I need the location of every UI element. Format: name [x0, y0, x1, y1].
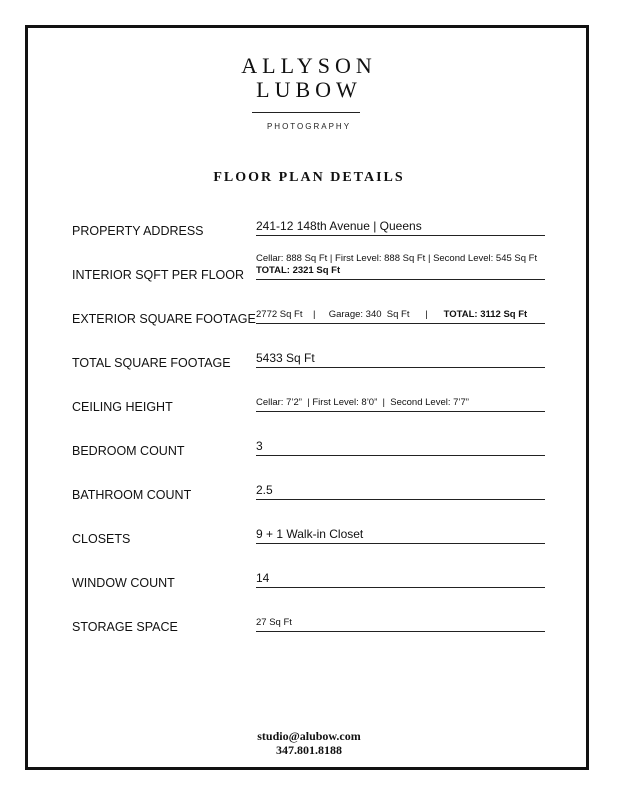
storage-space-field — [256, 617, 545, 632]
bedroom-count-value: 3 — [256, 439, 263, 453]
property-address-label: PROPERTY ADDRESS — [72, 224, 204, 238]
row-exterior-sqft — [0, 286, 618, 326]
exterior-sqft-parts: 2772 Sq Ft | Garage: 340 Sq Ft | — [256, 309, 444, 320]
total-sqft-value: 5433 Sq Ft — [256, 351, 315, 365]
row-total-sqft — [0, 330, 618, 370]
property-address-value: 241-12 148th Avenue | Queens — [256, 219, 422, 233]
contact-phone: 347.801.8188 — [276, 743, 342, 757]
ceiling-height-label: CEILING HEIGHT — [72, 400, 173, 414]
row-interior-sqft — [0, 242, 618, 282]
bathroom-count-value: 2.5 — [256, 483, 273, 497]
exterior-sqft-field — [256, 309, 545, 324]
total-sqft-field — [256, 351, 545, 368]
row-ceiling-height — [0, 374, 618, 414]
interior-sqft-total: TOTAL: 2321 Sq Ft — [256, 265, 341, 276]
bathroom-count-field — [256, 483, 545, 500]
closets-value: 9 + 1 Walk-in Closet — [256, 527, 364, 541]
exterior-sqft-total: TOTAL: 3112 Sq Ft — [443, 309, 528, 320]
row-property-address — [0, 198, 618, 238]
row-bedroom-count — [0, 418, 618, 458]
contact-email: studio@alubow.com — [257, 729, 361, 743]
window-count-field — [256, 571, 545, 588]
closets-label: CLOSETS — [72, 532, 131, 546]
logo-divider — [252, 112, 360, 113]
logo-subtitle: PHOTOGRAPHY — [266, 122, 352, 131]
bedroom-count-label: BEDROOM COUNT — [72, 444, 185, 458]
storage-space-value: 27 Sq Ft — [256, 617, 292, 628]
bathroom-count-label: BATHROOM COUNT — [72, 488, 192, 502]
ceiling-height-field — [256, 397, 545, 412]
row-bathroom-count — [0, 462, 618, 502]
interior-sqft-floors: Cellar: 888 Sq Ft | First Level: 888 Sq Ft | Second Level: 545 Sq Ft — [256, 253, 538, 264]
logo-name-first: ALLYSON — [241, 53, 377, 78]
window-count-value: 14 — [256, 571, 270, 585]
closets-field — [256, 527, 545, 544]
row-closets — [0, 506, 618, 546]
total-sqft-label: TOTAL SQUARE FOOTAGE — [72, 356, 231, 370]
interior-sqft-label: INTERIOR SQFT PER FLOOR — [72, 268, 245, 282]
storage-space-label: STORAGE SPACE — [72, 620, 178, 634]
exterior-sqft-label: EXTERIOR SQUARE FOOTAGE — [72, 312, 256, 326]
bedroom-count-field — [256, 439, 545, 456]
document-title: FLOOR PLAN DETAILS — [213, 170, 405, 185]
interior-sqft-field — [256, 253, 545, 280]
ceiling-height-value: Cellar: 7’2” | First Level: 8’0” | Second Level: 7’7” — [256, 397, 469, 408]
window-count-label: WINDOW COUNT — [72, 576, 175, 590]
row-window-count — [0, 550, 618, 590]
logo-name-last: LUBOW — [256, 77, 362, 102]
property-address-field — [256, 219, 545, 236]
row-storage-space — [0, 594, 618, 634]
